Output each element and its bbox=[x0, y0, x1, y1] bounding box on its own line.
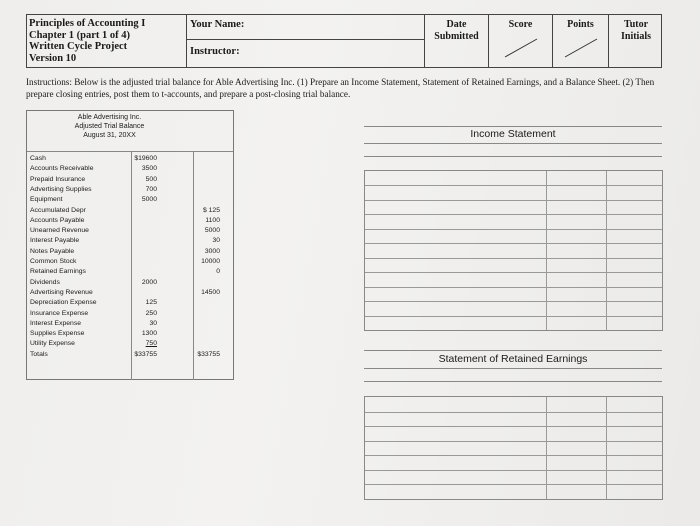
account-name: Unearned Revenue bbox=[30, 227, 89, 235]
debit-amount: 5000 bbox=[141, 196, 157, 204]
debit-amount: $33755 bbox=[134, 350, 157, 358]
grid-row-line bbox=[365, 455, 662, 456]
score-cell[interactable] bbox=[489, 15, 553, 67]
course-info bbox=[27, 15, 187, 67]
account-name: Accounts Payable bbox=[30, 216, 85, 224]
debit-amount: $19600 bbox=[134, 155, 157, 162]
debit-amount: 2000 bbox=[141, 278, 157, 286]
grid-row-line bbox=[365, 258, 662, 259]
credit-amount: 30 bbox=[212, 237, 220, 245]
debit-amount: 1300 bbox=[141, 330, 157, 338]
debit-amount: 30 bbox=[149, 319, 157, 327]
course-line: Principles of Accounting I bbox=[29, 18, 146, 29]
grid-row-line bbox=[365, 214, 662, 215]
account-name: Interest Expense bbox=[30, 319, 82, 327]
points-slash-mark bbox=[563, 37, 599, 59]
divider bbox=[27, 151, 233, 152]
trial-balance-row bbox=[27, 247, 233, 257]
trial-balance-title: Adjusted Trial Balance bbox=[74, 123, 145, 130]
credit-amount: 5000 bbox=[204, 227, 220, 235]
credit-amount: $33755 bbox=[197, 350, 220, 358]
debit-amount: 750 bbox=[145, 340, 157, 348]
credit-amount: $ 125 bbox=[202, 206, 220, 214]
trial-balance-heading bbox=[27, 113, 192, 140]
points-cell[interactable] bbox=[553, 15, 609, 67]
credit-amount: 3000 bbox=[204, 247, 220, 255]
points-label: Points bbox=[567, 19, 594, 30]
account-name: Totals bbox=[30, 350, 48, 358]
trial-balance-row bbox=[27, 278, 233, 288]
form-line bbox=[364, 126, 662, 127]
trial-balance-row bbox=[27, 236, 233, 246]
trial-balance-row bbox=[27, 257, 233, 267]
course-line: Written Cycle Project bbox=[29, 41, 128, 52]
grid-column-line bbox=[606, 171, 607, 330]
instructor-label: Instructor: bbox=[190, 46, 240, 57]
credit-amount: 10000 bbox=[201, 258, 220, 265]
tutor-label: Tutor bbox=[623, 19, 649, 30]
debit-amount: 125 bbox=[145, 299, 157, 307]
account-name: Utility Expense bbox=[30, 340, 75, 348]
grid-row-line bbox=[365, 426, 662, 427]
account-name: Advertising Revenue bbox=[30, 288, 93, 296]
grid-row-line bbox=[365, 229, 662, 230]
account-name: Dividends bbox=[30, 278, 60, 286]
form-line bbox=[364, 368, 662, 369]
account-name: Cash bbox=[30, 155, 46, 162]
trial-balance-row bbox=[27, 175, 233, 185]
grid-column-line bbox=[546, 397, 547, 499]
header-table bbox=[26, 14, 662, 68]
trial-balance-row bbox=[27, 195, 233, 205]
retained-earnings-title: Statement of Retained Earnings bbox=[438, 353, 588, 365]
debit-amount: 500 bbox=[145, 175, 157, 183]
trial-balance-row bbox=[27, 309, 233, 319]
account-name: Supplies Expense bbox=[30, 330, 85, 338]
income-statement-grid[interactable] bbox=[364, 170, 663, 331]
your-name-field[interactable] bbox=[187, 15, 424, 40]
account-name: Common Stock bbox=[30, 258, 77, 265]
tutor-initials-cell[interactable] bbox=[609, 15, 663, 67]
instructor-field[interactable] bbox=[187, 40, 424, 68]
account-name: Insurance Expense bbox=[30, 309, 89, 317]
course-line: Version 10 bbox=[29, 52, 77, 64]
account-name: Depreciation Expense bbox=[30, 299, 97, 307]
income-statement-title: Income Statement bbox=[470, 128, 556, 140]
credit-amount: 0 bbox=[216, 268, 220, 276]
instructions-text: Instructions: Below is the adjusted trial balance for Able Advertising Inc. (1) Prepare an Income Statement, Statement of Retained Earnings, and a Balance Sheet. (2) Then prepare closing entries, post them to t-accounts, and prepare a post-closing trial balance. bbox=[26, 77, 655, 99]
account-name: Advertising Supplies bbox=[30, 185, 92, 193]
trial-balance-row bbox=[27, 329, 233, 339]
debit-amount: 250 bbox=[145, 309, 157, 317]
grid-row-line bbox=[365, 272, 662, 273]
grid-column-line bbox=[546, 171, 547, 330]
trial-balance-row bbox=[27, 185, 233, 195]
grid-column-line bbox=[606, 397, 607, 499]
account-name: Equipment bbox=[30, 196, 63, 204]
trial-balance-row bbox=[27, 288, 233, 298]
score-slash-mark bbox=[503, 37, 539, 59]
credit-amount: 1100 bbox=[205, 216, 220, 224]
name-fields bbox=[187, 15, 425, 67]
debit-amount: 700 bbox=[145, 185, 157, 193]
date-submitted-cell[interactable] bbox=[425, 15, 489, 67]
trial-balance-row bbox=[27, 216, 233, 226]
grid-row-line bbox=[365, 200, 662, 201]
grid-row-line bbox=[365, 441, 662, 442]
grid-row-line bbox=[365, 185, 662, 186]
grid-row-line bbox=[365, 301, 662, 302]
retained-earnings-grid[interactable] bbox=[364, 396, 663, 500]
date-label: Date bbox=[446, 19, 467, 30]
trial-balance-row bbox=[27, 298, 233, 308]
your-name-label: Your Name: bbox=[190, 19, 245, 30]
trial-balance-row bbox=[27, 350, 233, 360]
trial-balance-row bbox=[27, 267, 233, 277]
adjusted-trial-balance bbox=[26, 110, 234, 380]
account-name: Retained Earnings bbox=[30, 268, 86, 276]
score-label: Score bbox=[508, 19, 533, 30]
form-line bbox=[364, 156, 662, 157]
account-name: Accumulated Depr bbox=[30, 206, 86, 214]
form-line bbox=[364, 350, 662, 351]
trial-balance-row bbox=[27, 226, 233, 236]
form-line bbox=[364, 143, 662, 144]
form-line bbox=[364, 381, 662, 382]
grid-row-line bbox=[365, 412, 662, 413]
grid-row-line bbox=[365, 316, 662, 317]
trial-balance-row bbox=[27, 206, 233, 216]
account-name: Prepaid Insurance bbox=[30, 175, 86, 183]
company-name: Able Advertising Inc. bbox=[77, 114, 142, 121]
trial-balance-date: August 31, 20XX bbox=[83, 132, 136, 139]
account-name: Notes Payable bbox=[30, 247, 75, 255]
trial-balance-row bbox=[27, 164, 233, 174]
grid-row-line bbox=[365, 287, 662, 288]
account-name: Accounts Receivable bbox=[30, 165, 94, 173]
initials-label: Initials bbox=[620, 30, 651, 42]
credit-amount: 14500 bbox=[201, 288, 220, 296]
trial-balance-row bbox=[27, 154, 233, 164]
trial-balance-row bbox=[27, 339, 233, 349]
grid-row-line bbox=[365, 484, 662, 485]
trial-balance-row bbox=[27, 319, 233, 329]
grid-row-line bbox=[365, 470, 662, 471]
submitted-label: Submitted bbox=[434, 30, 479, 42]
account-name: Interest Payable bbox=[30, 237, 80, 245]
course-line: Chapter 1 (part 1 of 4) bbox=[29, 29, 131, 41]
grid-row-line bbox=[365, 243, 662, 244]
debit-amount: 3500 bbox=[141, 165, 157, 173]
